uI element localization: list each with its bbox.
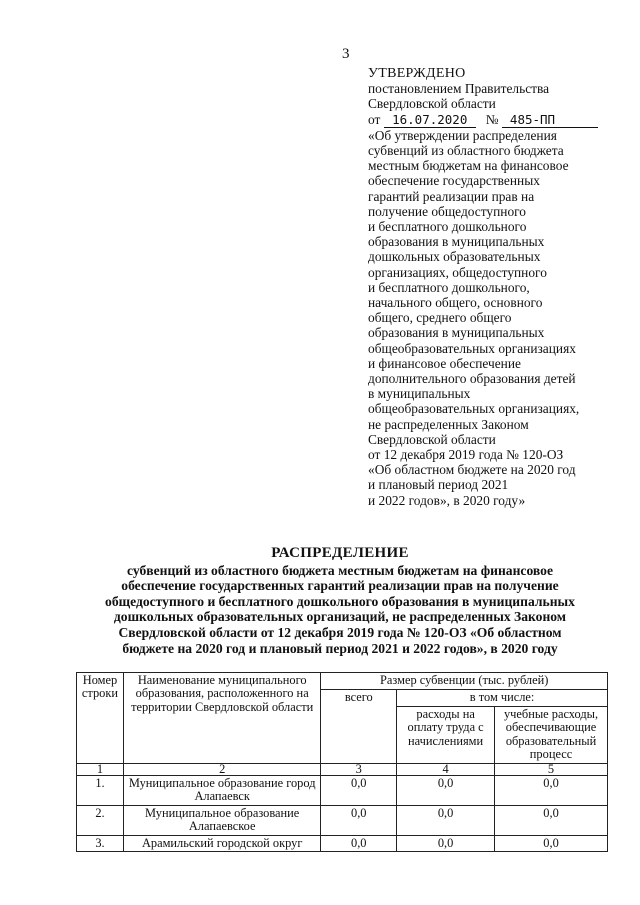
title-line: общедоступного и бесплатного дошкольного образования в муниципальных: [105, 593, 575, 609]
row-name: Муниципальное образование город Алапаевск: [123, 776, 320, 806]
title-line: обеспечение государственных гарантий реализации прав на получение: [121, 578, 559, 594]
row-total: 0,0: [321, 836, 397, 852]
row-education: 0,0: [495, 836, 608, 852]
approval-text-line: общеобразовательных организациях: [368, 340, 576, 356]
header-name: Наименование муниципального образования, расположенного на территории Свердловской области: [123, 673, 320, 764]
header-education: учебные расходы, обеспечивающие образовательный процесс: [495, 707, 608, 764]
row-name: Арамильский городской округ: [123, 836, 320, 852]
row-salary: 0,0: [397, 836, 495, 852]
approval-text-line: общеобразовательных организациях,: [368, 401, 580, 417]
approval-block: [368, 66, 630, 508]
approval-date-line: [368, 112, 630, 128]
row-name: Муниципальное образование Алапаевское: [123, 806, 320, 836]
approval-text-line: и бесплатного дошкольного: [368, 219, 527, 235]
title-line: дошкольных образовательных организаций, не распределенных Законом: [113, 609, 567, 625]
approval-text-line: организациях, общедоступного: [368, 264, 547, 280]
approval-text-line: образования в муниципальных: [368, 325, 545, 341]
approval-text-line: субвенций из областного бюджета: [368, 143, 564, 159]
approval-text-line: дополнительного образования детей: [368, 371, 576, 387]
row-salary: 0,0: [397, 776, 495, 806]
row-salary: 0,0: [397, 806, 495, 836]
row-total: 0,0: [321, 806, 397, 836]
title-line: бюджете на 2020 год и плановый период 2021 и 2022 годов», в 2020 году: [122, 640, 558, 656]
title-line: Свердловской области от 12 декабря 2019 года № 120-ОЗ «Об областном: [118, 624, 562, 640]
approval-text-line: не распределенных Законом: [368, 416, 529, 432]
approval-line: постановлением Правительства: [368, 81, 550, 97]
column-number: 3: [321, 764, 397, 776]
column-number: 2: [123, 764, 320, 776]
row-number: 1.: [77, 776, 124, 806]
title-line: субвенций из областного бюджета местным бюджетам на финансовое: [126, 562, 553, 578]
approval-text: [368, 128, 630, 508]
approval-text-line: Свердловской области: [368, 431, 496, 447]
header-salary: расходы на оплату труда с начислениями: [397, 707, 495, 764]
approval-text-line: от 12 декабря 2019 года № 120-ОЗ: [368, 447, 564, 463]
distribution-table: [76, 672, 608, 852]
resolution-date: 16.07.2020: [384, 112, 476, 128]
approval-text-line: начального общего, основного: [368, 295, 543, 311]
row-number: 3.: [77, 836, 124, 852]
approval-text-line: дошкольных образовательных: [368, 249, 541, 265]
from-word: от: [368, 111, 381, 127]
number-sign: №: [485, 111, 499, 127]
column-number: 5: [495, 764, 608, 776]
approval-text-line: получение общедоступного: [368, 203, 526, 219]
column-number: 1: [77, 764, 124, 776]
approval-text-line: и плановый период 2021: [368, 477, 509, 493]
header-including: в том числе:: [397, 690, 608, 707]
approval-text-line: и финансовое обеспечение: [368, 355, 521, 371]
resolution-number: 485-ПП: [502, 112, 598, 128]
approval-text-line: «Об областном бюджете на 2020 год: [368, 462, 576, 478]
approval-text-line: обеспечение государственных: [368, 173, 540, 189]
row-education: 0,0: [495, 776, 608, 806]
approval-line: Свердловской области: [368, 96, 496, 112]
document-title: [40, 546, 640, 656]
header-row-number: Номер строки: [77, 673, 124, 764]
page-number: 3: [342, 46, 350, 62]
header-subvention-size: Размер субвенции (тыс. рублей): [321, 673, 608, 690]
row-total: 0,0: [321, 776, 397, 806]
header-total: всего: [321, 690, 397, 764]
approval-text-line: гарантий реализации прав на: [368, 188, 535, 204]
approval-label: УТВЕРЖДЕНО: [368, 66, 466, 81]
row-number: 2.: [77, 806, 124, 836]
approval-text-line: и 2022 годов», в 2020 году»: [368, 492, 526, 508]
approval-text-line: местным бюджетам на финансовое: [368, 158, 569, 174]
title-heading: РАСПРЕДЕЛЕНИЕ: [271, 545, 409, 561]
title-subtitle: [40, 563, 640, 657]
approval-text-line: образования в муниципальных: [368, 234, 545, 250]
column-number: 4: [397, 764, 495, 776]
approval-text-line: в муниципальных: [368, 386, 471, 402]
approval-text-line: общего, среднего общего: [368, 310, 512, 326]
row-education: 0,0: [495, 806, 608, 836]
approval-text-line: «Об утверждении распределения: [368, 127, 557, 143]
approval-text-line: и бесплатного дошкольного,: [368, 279, 530, 295]
